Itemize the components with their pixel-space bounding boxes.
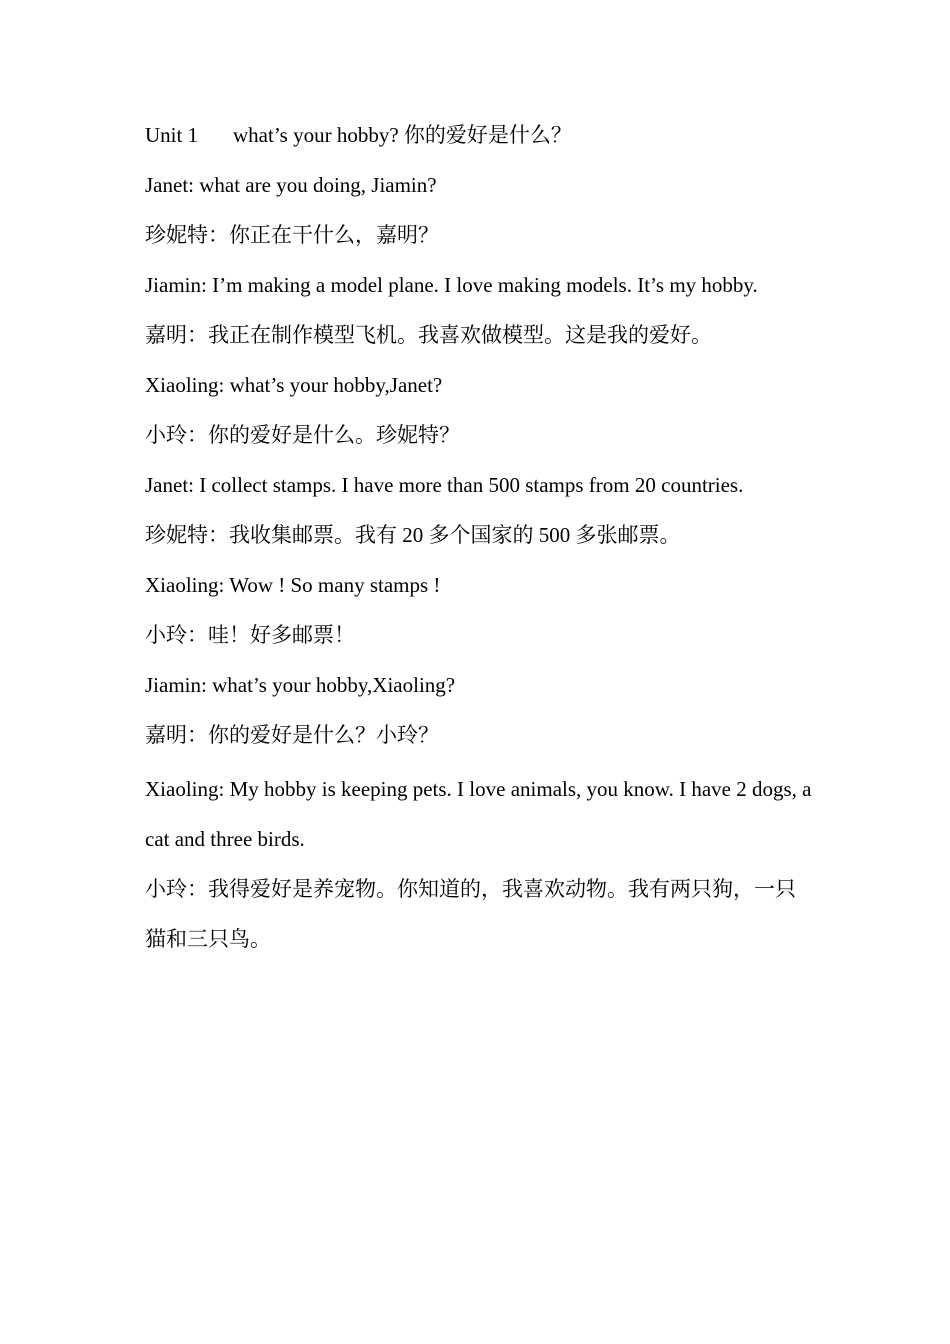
- dialogue-line-english: Jiamin: what’s your hobby,Xiaoling?: [145, 673, 456, 697]
- dialogue-line-chinese: 嘉明：我正在制作模型飞机。我喜欢做模型。这是我的爱好。: [145, 323, 712, 347]
- dialogue-line-chinese: 珍妮特：我收集邮票。我有 20 多个国家的 500 多张邮票。: [145, 523, 681, 547]
- title-text: what’s your hobby? 你的爱好是什么？: [233, 123, 572, 147]
- page-title: [145, 114, 815, 164]
- dialogue-line-english: Janet: I collect stamps. I have more than 500 stamps from 20 countries.: [145, 473, 744, 497]
- dialogue-line-english: Xiaoling: Wow ! So many stamps !: [145, 573, 441, 597]
- dialogue-line-chinese: 小玲：你的爱好是什么。珍妮特？: [145, 423, 460, 447]
- dialogue-line-english: Jiamin: I’m making a model plane. I love making models. It’s my hobby.: [145, 273, 758, 297]
- unit-label: Unit 1: [145, 123, 199, 147]
- dialogue-line-english: Xiaoling: My hobby is keeping pets. I love animals, you know. I have 2 dogs, a cat and three birds.: [145, 777, 812, 851]
- dialogue-line-english: Janet: what are you doing, Jiamin?: [145, 173, 437, 197]
- dialogue-line-chinese: 小玲：哇！好多邮票！: [145, 623, 355, 647]
- dialogue-line-chinese: 嘉明：你的爱好是什么？小玲？: [145, 723, 439, 747]
- dialogue-line-english: Xiaoling: what’s your hobby,Janet?: [145, 373, 443, 397]
- dialogue-line-chinese: 小玲：我得爱好是养宠物。你知道的，我喜欢动物。我有两只狗，一只猫和三只鸟。: [145, 877, 796, 951]
- document-body: [145, 114, 815, 964]
- dialogue-line-chinese: 珍妮特：你正在干什么，嘉明？: [145, 223, 439, 247]
